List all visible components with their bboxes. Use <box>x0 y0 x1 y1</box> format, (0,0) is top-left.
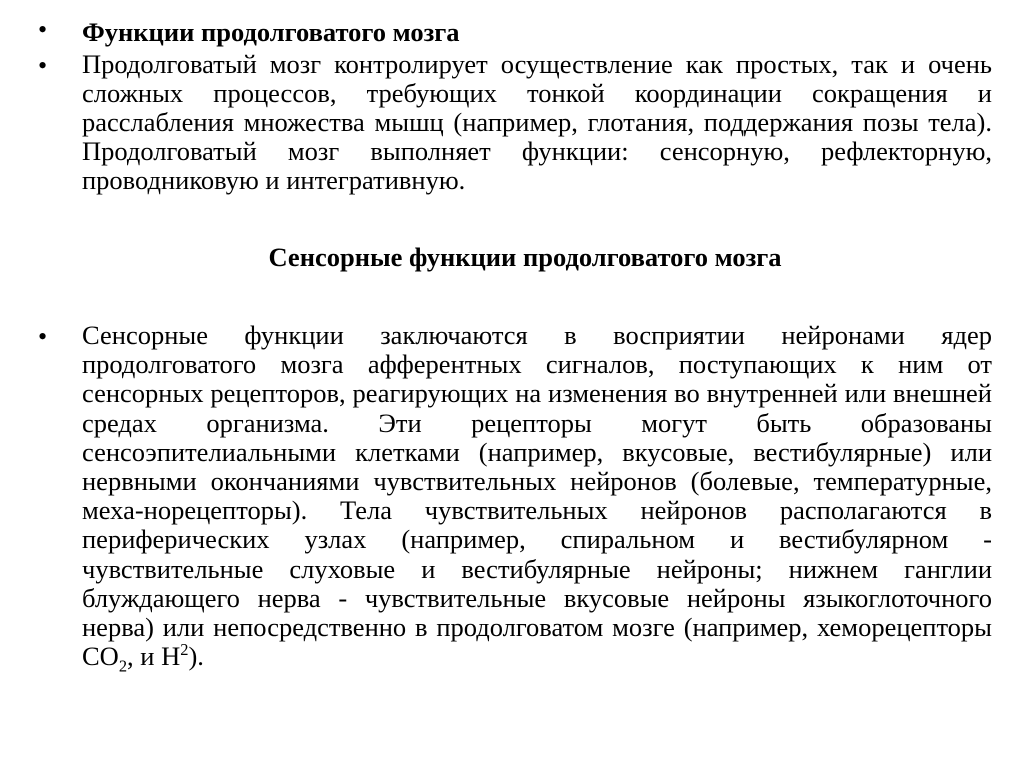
bullet-item-overview <box>38 50 992 195</box>
bullet-item-sensory <box>38 320 992 676</box>
co2-subscript: 2 <box>118 656 128 676</box>
overview-paragraph: Продолговатый мозг контролирует осуществление как простых, так и очень сложных процессов, требующих тонкой координации сокращения и расслабления множества мышц (например, глотания, поддержания позы тела). Продолговатый мозг выполняет функции: сенсорную, рефлекторную, проводниковую и интегративную. <box>82 49 992 195</box>
sensory-paragraph <box>82 320 992 676</box>
sensory-text-middle: , и Н <box>127 641 181 672</box>
h-superscript: 2 <box>180 640 189 660</box>
sensory-text-end: ). <box>188 641 204 672</box>
sensory-text-main: Сенсорные функции заключаются в восприятии нейронами ядер продолговатого мозга афферентных сигналов, поступающих к ним от сенсорных рецепторов, реагирующих на изменения во внутренней или внешней средах организма. Эти рецепторы могут быть образованы сенсоэпителиальными клетками (например, вкусовые, вестибулярные) или нервными окончаниями чувствительных нейронов (болевые, температурные, меха-норецепторы). Тела чувствительных нейронов располагаются в периферических узлах (например, спиральном и вестибулярном - чувствительные слуховые и вестибулярные нейроны; нижнем ганглии блуждающего нерва - чувствительные вкусовые нейроны языкоглоточного нерва) или непосредственно в продолговатом мозге (например, хеморецепторы СО <box>82 320 992 672</box>
bullet-heading-text: Функции продолговатого мозга <box>82 17 460 47</box>
bullet-icon: • <box>38 322 48 351</box>
bullet-item-heading <box>38 14 992 50</box>
bullet-icon: • <box>38 51 48 80</box>
bullet-icon: • <box>38 15 48 44</box>
section-heading: Сенсорные функции продолговатого мозга <box>268 242 782 272</box>
